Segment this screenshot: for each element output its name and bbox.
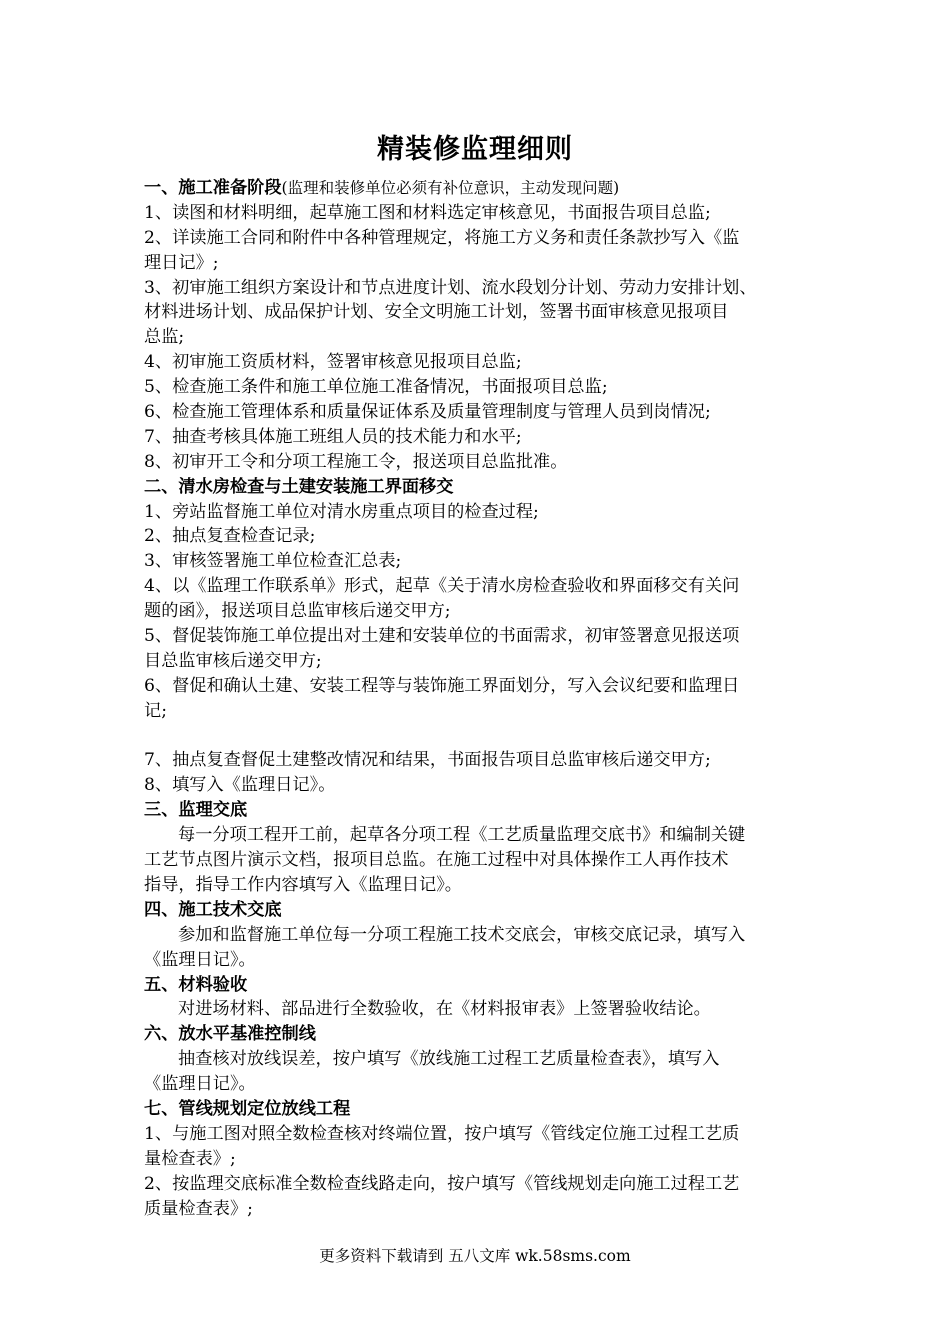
document-body [144, 176, 814, 1221]
paragraph-line: 2、按监理交底标准全数检查线路走向，按户填写《管线规划走向施工过程工艺 [144, 1173, 740, 1194]
paragraph-line: 题的函》，报送项目总监审核后递交甲方; [144, 601, 451, 622]
document-title: 精装修监理细则 [377, 134, 573, 165]
blank-line [144, 724, 814, 749]
paragraph-line: 目总监审核后递交甲方; [144, 650, 322, 671]
paragraph-line: 抽查核对放线误差，按户填写《放线施工过程工艺质量检查表》，填写入 [178, 1049, 720, 1070]
paragraph-line: 指导，指导工作内容填写入《监理日记》。 [144, 874, 462, 895]
page-footer: 更多资料下载请到 五八文库 wk.58sms.com [319, 1247, 631, 1265]
paragraph-line: 3、审核签署施工单位检查汇总表; [144, 551, 402, 572]
paragraph-line: 量检查表》; [144, 1148, 236, 1169]
section-heading: 二、清水房检查与土建安装施工界面移交 [144, 476, 454, 497]
paragraph-line: 5、督促装饰施工单位提出对土建和安装单位的书面需求，初审签署意见报送项 [144, 626, 740, 647]
paragraph-line: 理日记》; [144, 252, 219, 273]
paragraph-line: 材料进场计划、成品保护计划、安全文明施工计划，签署书面审核意见报项目 [144, 302, 729, 323]
paragraph-line: 1、读图和材料明细，起草施工图和材料选定审核意见，书面报告项目总监; [144, 202, 711, 223]
section-heading: 三、监理交底 [144, 800, 248, 821]
paragraph-line: 《监理日记》。 [144, 1074, 256, 1095]
paragraph-line: 1、旁站监督施工单位对清水房重点项目的检查过程; [144, 501, 539, 522]
paragraph-line: 8、填写入《监理日记》。 [144, 775, 336, 796]
paragraph-line: 2、抽点复查检查记录; [144, 526, 316, 547]
paragraph-line: 4、初审施工资质材料，签署审核意见报项目总监; [144, 352, 522, 373]
paragraph-line: 记; [144, 700, 167, 721]
paragraph-line: 4、以《监理工作联系单》形式，起草《关于清水房检查验收和界面移交有关问 [144, 576, 740, 597]
paragraph-line: 每一分项工程开工前，起草各分项工程《工艺质量监理交底书》和编制关键 [178, 825, 746, 846]
paragraph-line: 3、初审施工组织方案设计和节点进度计划、流水段划分计划、劳动力安排计划、 [144, 277, 757, 298]
section-heading-note: (监理和装修单位必须有补位意识，主动发现问题) [281, 179, 620, 197]
paragraph-line: 对进场材料、部品进行全数验收，在《材料报审表》上签署验收结论。 [178, 999, 711, 1020]
paragraph-line: 1、与施工图对照全数检查核对终端位置，按户填写《管线定位施工过程工艺质 [144, 1123, 740, 1144]
paragraph-line: 6、检查施工管理体系和质量保证体系及质量管理制度与管理人员到岗情况; [144, 402, 711, 423]
section-heading [144, 176, 814, 201]
paragraph-line: 5、检查施工条件和施工单位施工准备情况，书面报项目总监; [144, 377, 608, 398]
paragraph-line: 工艺节点图片演示文档，报项目总监。在施工过程中对具体操作工人再作技术 [144, 850, 729, 871]
section-heading: 六、放水平基准控制线 [144, 1024, 316, 1045]
paragraph-line: 6、督促和确认土建、安装工程等与装饰施工界面划分，写入会议纪要和监理日 [144, 675, 740, 696]
paragraph-line: 7、抽点复查督促土建整改情况和结果，书面报告项目总监审核后递交甲方; [144, 750, 711, 771]
section-heading-text: 一、施工准备阶段 [144, 178, 282, 198]
section-heading: 五、材料验收 [144, 974, 248, 995]
paragraph-line: 总监; [144, 327, 185, 348]
section-heading: 七、管线规划定位放线工程 [144, 1098, 351, 1119]
paragraph-line: 7、抽查考核具体施工班组人员的技术能力和水平; [144, 426, 522, 447]
paragraph-line: 2、详读施工合同和附件中各种管理规定，将施工方义务和责任条款抄写入《监 [144, 227, 740, 248]
section-heading: 四、施工技术交底 [144, 899, 282, 920]
paragraph-line: 参加和监督施工单位每一分项工程施工技术交底会，审核交底记录，填写入 [178, 924, 746, 945]
paragraph-line: 《监理日记》。 [144, 949, 256, 970]
paragraph-line: 质量检查表》; [144, 1198, 253, 1219]
paragraph-line: 8、初审开工令和分项工程施工令，报送项目总监批准。 [144, 451, 568, 472]
